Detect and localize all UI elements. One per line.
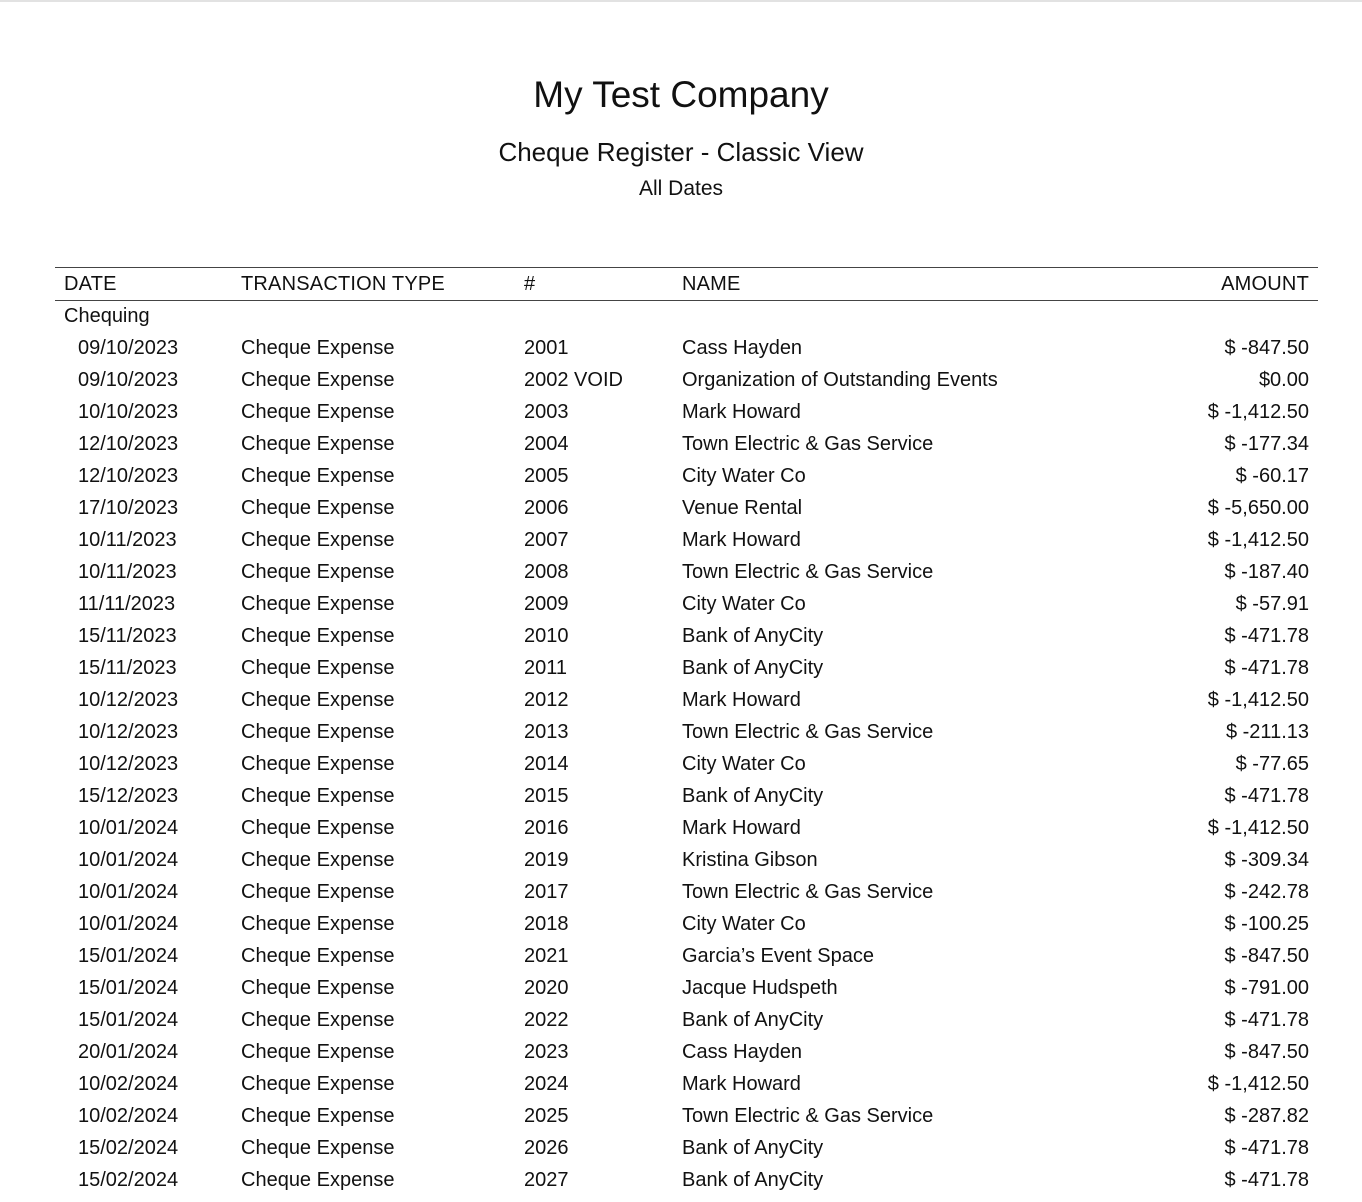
table-row[interactable] bbox=[55, 684, 1318, 716]
cell-transaction-type: Cheque Expense bbox=[241, 401, 395, 423]
cell-transaction-type: Cheque Expense bbox=[241, 849, 395, 871]
cell-number: 2025 bbox=[524, 1105, 569, 1127]
table-row[interactable] bbox=[55, 332, 1318, 364]
cell-name: Mark Howard bbox=[682, 689, 801, 711]
table-row[interactable] bbox=[55, 460, 1318, 492]
table-row[interactable] bbox=[55, 876, 1318, 908]
cell-name: Town Electric & Gas Service bbox=[682, 561, 934, 583]
cell-number: 2005 bbox=[524, 465, 569, 487]
table-row[interactable] bbox=[55, 748, 1318, 780]
cell-date: 10/01/2024 bbox=[78, 881, 179, 903]
cell-transaction-type: Cheque Expense bbox=[241, 945, 395, 967]
account-group-label: Chequing bbox=[64, 305, 150, 327]
cell-date: 15/01/2024 bbox=[78, 977, 179, 999]
cell-name: Mark Howard bbox=[682, 401, 801, 423]
table-row[interactable] bbox=[55, 780, 1318, 812]
cell-amount: $ -471.78 bbox=[1224, 1169, 1309, 1191]
cell-number: 2016 bbox=[524, 817, 569, 839]
cell-name: Town Electric & Gas Service bbox=[682, 721, 934, 743]
column-header-transaction-type[interactable]: TRANSACTION TYPE bbox=[241, 268, 524, 301]
cell-name: Bank of AnyCity bbox=[682, 785, 824, 807]
cell-date: 15/01/2024 bbox=[78, 945, 179, 967]
table-row[interactable] bbox=[55, 1004, 1318, 1036]
cell-date: 12/10/2023 bbox=[78, 465, 179, 487]
company-name: My Test Company bbox=[533, 74, 829, 115]
cheque-register-table-container bbox=[55, 267, 1318, 1196]
cell-transaction-type: Cheque Expense bbox=[241, 753, 395, 775]
cell-name: Cass Hayden bbox=[682, 337, 803, 359]
cell-number: 2021 bbox=[524, 945, 569, 967]
cell-number: 2026 bbox=[524, 1137, 569, 1159]
cell-number: 2001 bbox=[524, 337, 569, 359]
cell-date: 20/01/2024 bbox=[78, 1041, 179, 1063]
cell-name: Mark Howard bbox=[682, 1073, 801, 1095]
cell-date: 10/12/2023 bbox=[78, 721, 179, 743]
cell-amount: $ -847.50 bbox=[1224, 1041, 1309, 1063]
cell-name: City Water Co bbox=[682, 753, 806, 775]
cell-transaction-type: Cheque Expense bbox=[241, 625, 395, 647]
cell-name: Mark Howard bbox=[682, 817, 801, 839]
cell-date: 10/12/2023 bbox=[78, 753, 179, 775]
cell-name: Town Electric & Gas Service bbox=[682, 433, 934, 455]
cell-amount: $ -847.50 bbox=[1224, 337, 1309, 359]
cell-amount: $ -471.78 bbox=[1224, 625, 1309, 647]
cell-transaction-type: Cheque Expense bbox=[241, 497, 395, 519]
cell-date: 11/11/2023 bbox=[78, 593, 176, 615]
cell-date: 10/01/2024 bbox=[78, 849, 179, 871]
cell-date: 10/10/2023 bbox=[78, 401, 179, 423]
cell-transaction-type: Cheque Expense bbox=[241, 1073, 395, 1095]
cell-number: 2020 bbox=[524, 977, 569, 999]
table-row[interactable] bbox=[55, 972, 1318, 1004]
column-header-date[interactable]: DATE bbox=[55, 268, 241, 301]
cell-transaction-type: Cheque Expense bbox=[241, 1169, 395, 1191]
cell-amount: $ -471.78 bbox=[1224, 1009, 1309, 1031]
table-row[interactable] bbox=[55, 716, 1318, 748]
cell-number: 2009 bbox=[524, 593, 569, 615]
cell-date: 10/12/2023 bbox=[78, 689, 179, 711]
cell-number: 2019 bbox=[524, 849, 569, 871]
cell-date: 17/10/2023 bbox=[78, 497, 179, 519]
column-header-number[interactable]: # bbox=[524, 268, 682, 301]
cell-date: 10/11/2023 bbox=[78, 529, 177, 551]
cell-name: Mark Howard bbox=[682, 529, 801, 551]
cell-amount: $ -77.65 bbox=[1235, 753, 1309, 775]
cell-amount: $ -791.00 bbox=[1224, 977, 1309, 999]
cell-number: 2015 bbox=[524, 785, 569, 807]
cell-transaction-type: Cheque Expense bbox=[241, 369, 395, 391]
cell-transaction-type: Cheque Expense bbox=[241, 337, 395, 359]
cell-amount: $ -847.50 bbox=[1224, 945, 1309, 967]
cell-date: 15/11/2023 bbox=[78, 657, 177, 679]
cell-transaction-type: Cheque Expense bbox=[241, 721, 395, 743]
cell-date: 15/02/2024 bbox=[78, 1137, 179, 1159]
cell-name: Cass Hayden bbox=[682, 1041, 803, 1063]
cell-amount: $ -5,650.00 bbox=[1207, 497, 1309, 519]
cell-amount: $ -100.25 bbox=[1224, 913, 1309, 935]
cell-transaction-type: Cheque Expense bbox=[241, 657, 395, 679]
cell-number: 2017 bbox=[524, 881, 569, 903]
cell-number: 2023 bbox=[524, 1041, 569, 1063]
table-row[interactable] bbox=[55, 812, 1318, 844]
cell-date: 09/10/2023 bbox=[78, 369, 179, 391]
header-row bbox=[55, 268, 1318, 301]
account-group-row bbox=[55, 301, 1318, 333]
table-row[interactable] bbox=[55, 908, 1318, 940]
cell-number: 2008 bbox=[524, 561, 569, 583]
table-row[interactable] bbox=[55, 556, 1318, 588]
table-row[interactable] bbox=[55, 1132, 1318, 1164]
cell-number: 2006 bbox=[524, 497, 569, 519]
cell-transaction-type: Cheque Expense bbox=[241, 465, 395, 487]
cell-transaction-type: Cheque Expense bbox=[241, 529, 395, 551]
cell-date: 10/11/2023 bbox=[78, 561, 177, 583]
cell-name: City Water Co bbox=[682, 913, 806, 935]
cell-date: 09/10/2023 bbox=[78, 337, 179, 359]
table-row[interactable] bbox=[55, 652, 1318, 684]
cell-amount: $ -1,412.50 bbox=[1207, 817, 1309, 839]
cell-number: 2013 bbox=[524, 721, 569, 743]
cell-amount: $ -471.78 bbox=[1224, 657, 1309, 679]
cell-name: Bank of AnyCity bbox=[682, 1169, 824, 1191]
cell-number: 2010 bbox=[524, 625, 569, 647]
cell-date: 15/02/2024 bbox=[78, 1169, 179, 1191]
cell-amount: $ -242.78 bbox=[1224, 881, 1309, 903]
cell-amount: $ -287.82 bbox=[1224, 1105, 1309, 1127]
table-row[interactable] bbox=[55, 396, 1318, 428]
cell-number: 2011 bbox=[524, 657, 568, 679]
table-row[interactable] bbox=[55, 1036, 1318, 1068]
table-body bbox=[55, 301, 1318, 1197]
table-row[interactable] bbox=[55, 588, 1318, 620]
cell-name: Venue Rental bbox=[682, 497, 803, 519]
cell-name: Organization of Outstanding Events bbox=[682, 369, 998, 391]
report-header bbox=[0, 70, 1362, 204]
cell-name: City Water Co bbox=[682, 465, 806, 487]
cell-transaction-type: Cheque Expense bbox=[241, 561, 395, 583]
cell-number: 2012 bbox=[524, 689, 569, 711]
table-row[interactable] bbox=[55, 1164, 1318, 1196]
cell-date: 10/02/2024 bbox=[78, 1073, 179, 1095]
cell-number: 2002 VOID bbox=[524, 369, 623, 391]
cell-transaction-type: Cheque Expense bbox=[241, 785, 395, 807]
cell-amount: $ -471.78 bbox=[1224, 785, 1309, 807]
cell-amount: $ -471.78 bbox=[1224, 1137, 1309, 1159]
table-row[interactable] bbox=[55, 524, 1318, 556]
table-row[interactable] bbox=[55, 364, 1318, 396]
cell-amount: $ -1,412.50 bbox=[1207, 529, 1309, 551]
cell-date: 12/10/2023 bbox=[78, 433, 179, 455]
cell-amount: $ -1,412.50 bbox=[1207, 401, 1309, 423]
cell-transaction-type: Cheque Expense bbox=[241, 1009, 395, 1031]
cell-name: Bank of AnyCity bbox=[682, 657, 824, 679]
cell-number: 2022 bbox=[524, 1009, 569, 1031]
cell-amount: $ -177.34 bbox=[1224, 433, 1309, 455]
cell-transaction-type: Cheque Expense bbox=[241, 977, 395, 999]
cell-name: Bank of AnyCity bbox=[682, 625, 824, 647]
cell-transaction-type: Cheque Expense bbox=[241, 1041, 395, 1063]
cell-transaction-type: Cheque Expense bbox=[241, 913, 395, 935]
table-row[interactable] bbox=[55, 1100, 1318, 1132]
table-row[interactable] bbox=[55, 844, 1318, 876]
cell-amount: $ -57.91 bbox=[1235, 593, 1309, 615]
cell-amount: $ -1,412.50 bbox=[1207, 1073, 1309, 1095]
table-row[interactable] bbox=[55, 492, 1318, 524]
cell-amount: $ -1,412.50 bbox=[1207, 689, 1309, 711]
cell-date: 10/01/2024 bbox=[78, 817, 179, 839]
cell-date: 15/01/2024 bbox=[78, 1009, 179, 1031]
cell-date: 10/02/2024 bbox=[78, 1105, 179, 1127]
cell-name: Kristina Gibson bbox=[682, 849, 818, 871]
cell-number: 2024 bbox=[524, 1073, 569, 1095]
cheque-register-table bbox=[55, 267, 1318, 1196]
cell-name: Bank of AnyCity bbox=[682, 1009, 824, 1031]
cell-amount: $ -187.40 bbox=[1224, 561, 1309, 583]
cell-transaction-type: Cheque Expense bbox=[241, 689, 395, 711]
cell-amount: $ -211.13 bbox=[1225, 721, 1309, 743]
table-row[interactable] bbox=[55, 428, 1318, 460]
cell-number: 2003 bbox=[524, 401, 569, 423]
cell-number: 2027 bbox=[524, 1169, 569, 1191]
cell-name: Town Electric & Gas Service bbox=[682, 1105, 934, 1127]
table-header bbox=[55, 268, 1318, 301]
cell-amount: $ -60.17 bbox=[1235, 465, 1309, 487]
cell-transaction-type: Cheque Expense bbox=[241, 433, 395, 455]
column-header-amount[interactable]: AMOUNT bbox=[1102, 268, 1318, 301]
cell-number: 2014 bbox=[524, 753, 569, 775]
cell-transaction-type: Cheque Expense bbox=[241, 1137, 395, 1159]
cell-amount: $ -309.34 bbox=[1224, 849, 1309, 871]
cell-number: 2004 bbox=[524, 433, 569, 455]
cell-name: City Water Co bbox=[682, 593, 806, 615]
cell-name: Jacque Hudspeth bbox=[682, 977, 838, 999]
cell-date: 10/01/2024 bbox=[78, 913, 179, 935]
report-date-range: All Dates bbox=[638, 177, 724, 200]
top-divider bbox=[0, 0, 1362, 2]
cell-number: 2018 bbox=[524, 913, 569, 935]
cell-transaction-type: Cheque Expense bbox=[241, 1105, 395, 1127]
cell-name: Bank of AnyCity bbox=[682, 1137, 824, 1159]
cell-amount: $0.00 bbox=[1258, 369, 1309, 391]
cell-number: 2007 bbox=[524, 529, 569, 551]
cell-transaction-type: Cheque Expense bbox=[241, 881, 395, 903]
cell-date: 15/12/2023 bbox=[78, 785, 179, 807]
table-row[interactable] bbox=[55, 620, 1318, 652]
table-row[interactable] bbox=[55, 940, 1318, 972]
table-row[interactable] bbox=[55, 1068, 1318, 1100]
report-title: Cheque Register - Classic View bbox=[498, 137, 864, 167]
cell-name: Garcia’s Event Space bbox=[682, 945, 874, 967]
cell-transaction-type: Cheque Expense bbox=[241, 817, 395, 839]
column-header-name[interactable]: NAME bbox=[682, 268, 1102, 301]
cell-transaction-type: Cheque Expense bbox=[241, 593, 395, 615]
cell-date: 15/11/2023 bbox=[78, 625, 177, 647]
cell-name: Town Electric & Gas Service bbox=[682, 881, 934, 903]
